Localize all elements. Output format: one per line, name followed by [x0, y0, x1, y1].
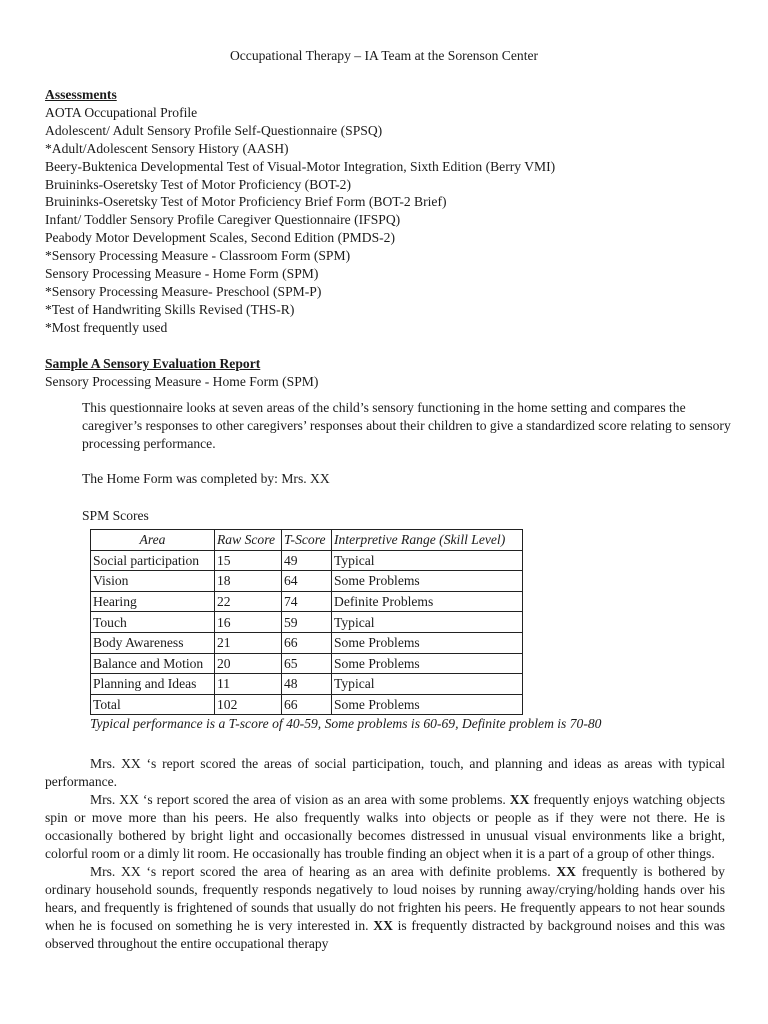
table-row	[91, 550, 523, 571]
assessment-item: *Sensory Processing Measure- Preschool (SPM-P)	[45, 283, 322, 299]
body-paragraph	[45, 755, 725, 791]
assessment-item: *Most frequently used	[45, 319, 168, 335]
report-subheading: Sensory Processing Measure - Home Form (SPM)	[45, 374, 319, 389]
assessment-item: *Test of Handwriting Skills Revised (THS-R)	[45, 301, 295, 317]
assessment-item: Bruininks-Oseretsky Test of Motor Proficiency (BOT-2)	[45, 176, 351, 192]
cell-raw-score: 20	[215, 653, 282, 674]
spm-scores-table	[90, 529, 523, 715]
table-row	[91, 632, 523, 653]
cell-t-score: 74	[282, 591, 332, 612]
scores-label: SPM Scores	[82, 508, 149, 523]
cell-interpretive-range: Some Problems	[332, 571, 523, 592]
cell-interpretive-range: Typical	[332, 612, 523, 633]
completed-by: The Home Form was completed by: Mrs. XX	[82, 471, 330, 486]
assessments-list	[45, 104, 555, 337]
report-body	[45, 755, 725, 953]
table-row	[91, 674, 523, 695]
cell-t-score: 59	[282, 612, 332, 633]
client-name: XX	[373, 918, 393, 933]
document-title: Occupational Therapy – IA Team at the Sorenson Center	[229, 48, 539, 63]
cell-area: Planning and Ideas	[91, 674, 215, 695]
assessment-item: *Adult/Adolescent Sensory History (AASH)	[45, 140, 289, 156]
cell-t-score: 65	[282, 653, 332, 674]
assessment-item: Adolescent/ Adult Sensory Profile Self-Questionnaire (SPSQ)	[45, 122, 383, 138]
cell-raw-score: 102	[215, 694, 282, 715]
table-header-row	[91, 530, 523, 551]
cell-area: Vision	[91, 571, 215, 592]
paragraph-text: frequently enjoys watching objects spin or move more than his peers. He also frequently walks into objects or people as if they were not there. He is occasionally bothered by bright light and occasionally becomes distressed in unusual visual environments like a bright, colorful room or a dimly lit room. He occasionally has trouble finding an object when it is a part of a group of other things.	[45, 792, 725, 861]
paragraph-text: Mrs. XX ‘s report scored the areas of social participation, touch, and planning and ideas as areas with typical performance.	[45, 756, 725, 789]
assessment-item: AOTA Occupational Profile	[45, 105, 198, 120]
assessment-item: Sensory Processing Measure - Home Form (SPM)	[45, 266, 319, 282]
cell-area: Balance and Motion	[91, 653, 215, 674]
cell-interpretive-range: Typical	[332, 674, 523, 695]
cell-raw-score: 11	[215, 674, 282, 695]
assessment-item: Infant/ Toddler Sensory Profile Caregiver Questionnaire (IFSPQ)	[45, 212, 401, 228]
table-row	[91, 694, 523, 715]
cell-interpretive-range: Typical	[332, 550, 523, 571]
header-area: Area	[91, 530, 215, 551]
cell-interpretive-range: Definite Problems	[332, 591, 523, 612]
assessment-item: *Sensory Processing Measure - Classroom Form (SPM)	[45, 248, 351, 264]
cell-area: Social participation	[91, 550, 215, 571]
cell-raw-score: 15	[215, 550, 282, 571]
cell-t-score: 64	[282, 571, 332, 592]
body-paragraph	[45, 863, 725, 953]
cell-raw-score: 21	[215, 632, 282, 653]
paragraph-text: is frequently distracted by background noises and this was observed throughout the entire occupational therapy	[45, 918, 726, 951]
header-raw-score: Raw Score	[215, 530, 282, 551]
cell-raw-score: 16	[215, 612, 282, 633]
paragraph-text: Mrs. XX ‘s report scored the area of hearing as an area with definite problems.	[90, 864, 557, 879]
paragraph-text: frequently is bothered by ordinary household sounds, frequently responds negatively to loud noises by running away/crying/holding hands over his hears, and frequently is frightened of sounds that usually do not frighten his peers. He frequently appears to not hear sounds when he is focused on something he is very interested in.	[45, 864, 725, 933]
assessment-item: Beery-Buktenica Developmental Test of Visual-Motor Integration, Sixth Edition (Berry VMI)	[45, 158, 556, 174]
paragraph-text: Mrs. XX ‘s report scored the area of vision as an area with some problems.	[90, 792, 510, 807]
assessments-heading: Assessments	[45, 87, 117, 102]
cell-t-score: 66	[282, 632, 332, 653]
table-row	[91, 571, 523, 592]
cell-t-score: 66	[282, 694, 332, 715]
intro-paragraph: This questionnaire looks at seven areas of the child’s sensory functioning in the home setting and compares the caregiver’s responses to other caregivers’ responses about their children to give a standardized score relating to sensory processing performance.	[82, 400, 731, 451]
assessment-item: Peabody Motor Development Scales, Second Edition (PMDS-2)	[45, 230, 395, 246]
table-row	[91, 653, 523, 674]
client-name: XX	[556, 864, 576, 879]
cell-interpretive-range: Some Problems	[332, 632, 523, 653]
cell-interpretive-range: Some Problems	[332, 653, 523, 674]
body-paragraph	[45, 791, 725, 863]
cell-t-score: 49	[282, 550, 332, 571]
cell-raw-score: 22	[215, 591, 282, 612]
header-t-score: T-Score	[282, 530, 332, 551]
header-interpretive-range: Interpretive Range (Skill Level)	[332, 530, 523, 551]
cell-area: Total	[91, 694, 215, 715]
table-row	[91, 612, 523, 633]
cell-area: Hearing	[91, 591, 215, 612]
table-row	[91, 591, 523, 612]
cell-area: Touch	[91, 612, 215, 633]
cell-area: Body Awareness	[91, 632, 215, 653]
cell-interpretive-range: Some Problems	[332, 694, 523, 715]
cell-raw-score: 18	[215, 571, 282, 592]
assessment-item: Bruininks-Oseretsky Test of Motor Proficiency Brief Form (BOT-2 Brief)	[45, 194, 447, 210]
score-range-note: Typical performance is a T-score of 40-59, Some problems is 60-69, Definite problem is 70-80	[90, 716, 602, 731]
report-heading: Sample A Sensory Evaluation Report	[45, 356, 261, 371]
client-name: XX	[509, 792, 530, 807]
cell-t-score: 48	[282, 674, 332, 695]
